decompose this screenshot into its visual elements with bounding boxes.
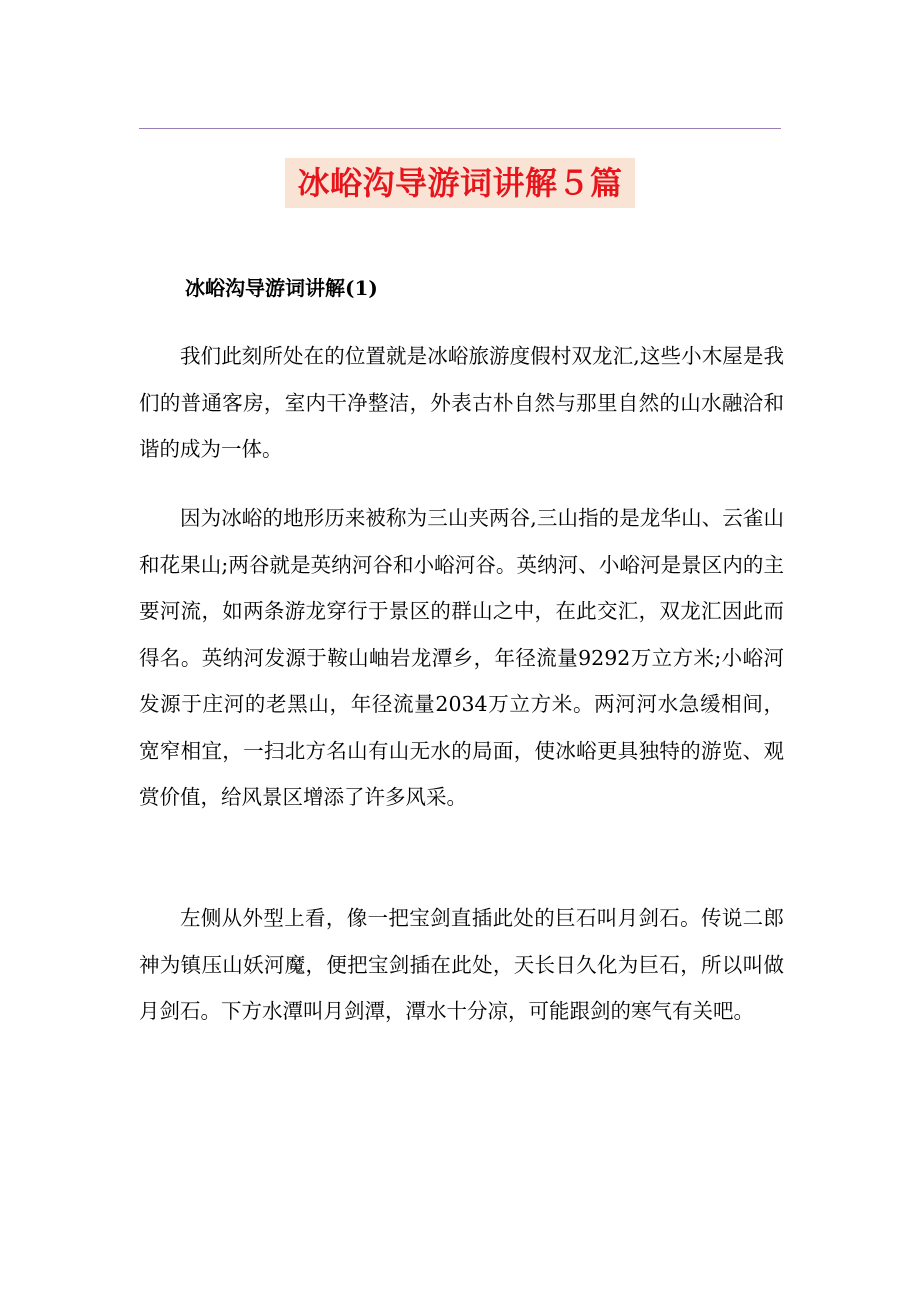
paragraph-2: 因为冰峪的地形历来被称为三山夹两谷,三山指的是龙华山、云雀山和花果山;两谷就是英纳河谷和小峪河谷。英纳河、小峪河是景区内的主要河流，如两条游龙穿行于景区的群山之中，在此交汇，双龙汇因此而得名。英纳河发源于鞍山岫岩龙潭乡，年径流量9292万立方米;小峪河发源于庄河的老黑山，年径流量2034万立方米。两河河水急缓相间，宽窄相宜，一扫北方名山有山无水的局面，使冰峪更具独特的游览、观赏价值，给风景区增添了许多风采。 — [139, 506, 784, 809]
document-title: 冰峪沟导游词讲解５篇 — [285, 158, 635, 208]
paragraph-3: 左侧从外型上看，像一把宝剑直插此处的巨石叫月剑石。传说二郎神为镇压山妖河魔，便把宝剑插在此处，天长日久化为巨石，所以叫做月剑石。下方水潭叫月剑潭，潭水十分凉，可能跟剑的寒气有关吧。 — [139, 906, 784, 1023]
paragraph-1: 我们此刻所处在的位置就是冰峪旅游度假村双龙汇,这些小木屋是我们的普通客房，室内干净整洁，外表古朴自然与那里自然的山水融洽和谐的成为一体。 — [139, 344, 784, 461]
header-rule — [139, 128, 781, 129]
section-heading: 冰峪沟导游词讲解(1) — [185, 276, 378, 300]
